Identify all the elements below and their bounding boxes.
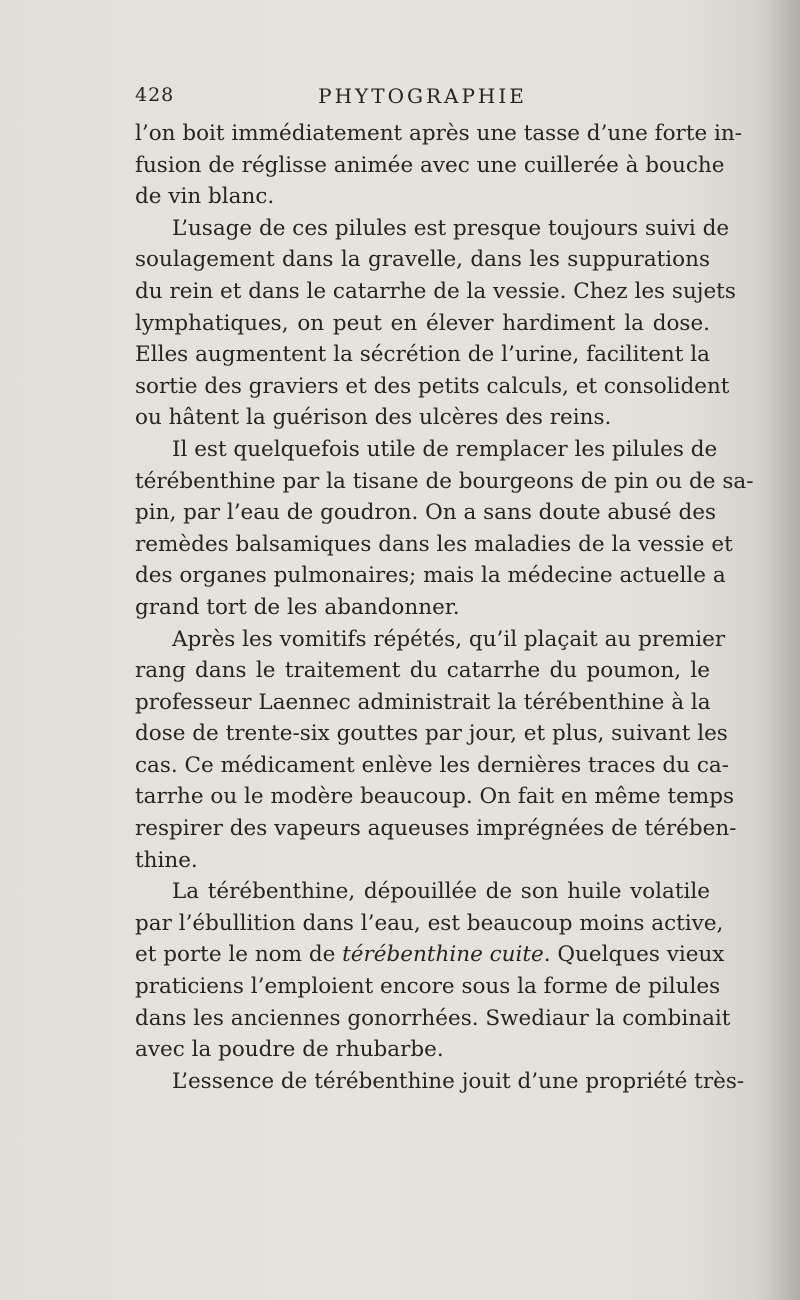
text-line: par l’ébullition dans l’eau, est beaucoup moins active, — [135, 910, 724, 936]
text-line: Elles augmentent la sécrétion de l’urine, facilitent la — [135, 342, 710, 368]
text-line: L’essence de térébenthine jouit d’une propriété très- — [172, 1068, 745, 1094]
text-line: remèdes balsamiques dans les maladies de la vessie et — [135, 531, 733, 557]
text-line: l’on boit immédiatement après une tasse d’une forte in- — [135, 121, 743, 146]
body-text — [135, 118, 754, 1097]
text-line: rang dans le traitement du catarrhe du poumon, le — [135, 658, 710, 684]
text-line: Après les vomitifs répétés, qu’il plaçait au premier — [172, 626, 726, 652]
text-line: sortie des graviers et des petits calculs, et consolident — [135, 373, 730, 399]
text-line: professeur Laennec administrait la térébenthine à la — [135, 689, 711, 715]
text-line: fusion de réglisse animée avec une cuillerée à bouche — [135, 152, 725, 178]
text-line: grand tort de les abandonner. — [135, 594, 460, 620]
page-edge-shadow — [754, 0, 800, 1300]
text-line: de vin blanc. — [135, 184, 275, 210]
text-line: térébenthine par la tisane de bourgeons de pin ou de sa- — [135, 468, 754, 494]
text-line-with-italic — [135, 939, 725, 971]
italic-term: térébenthine cuite — [342, 942, 544, 968]
text-line: dans les anciennes gonorrhées. Swediaur la combinait — [135, 1005, 731, 1031]
text-line: du rein et dans le catarrhe de la vessie. Chez les sujets — [135, 278, 736, 304]
text-line: pin, par l’eau de goudron. On a sans doute abusé des — [135, 500, 716, 526]
text-line: Il est quelquefois utile de remplacer les pilules de — [172, 436, 718, 462]
text-line: La térébenthine, dépouillée de son huile volatile — [172, 879, 710, 905]
text-line: thine. — [135, 847, 198, 873]
text-line: des organes pulmonaires; mais la médecine actuelle a — [135, 563, 726, 589]
text-line: cas. Ce médicament enlève les dernières traces du ca- — [135, 752, 729, 778]
page-header — [135, 84, 710, 114]
text-line: praticiens l’emploient encore sous la forme de pilules — [135, 974, 721, 1000]
text-line: lymphatiques, on peut en élever hardiment la dose. — [135, 310, 710, 336]
text-line: tarrhe ou le modère beaucoup. On fait en même temps — [135, 784, 734, 810]
text-line: L’usage de ces pilules est presque toujours suivi de — [172, 215, 730, 241]
running-head: PHYTOGRAPHIE — [318, 84, 527, 108]
text-line: soulagement dans la gravelle, dans les suppurations — [135, 247, 710, 273]
text-line: ou hâtent la guérison des ulcères des reins. — [135, 405, 612, 431]
text-line: dose de trente-six gouttes par jour, et plus, suivant les — [135, 721, 728, 747]
text-line: respirer des vapeurs aqueuses imprégnées de térében- — [135, 816, 737, 842]
text-fragment: et porte le nom de — [135, 942, 343, 968]
text-line: avec la poudre de rhubarbe. — [135, 1037, 444, 1063]
page-number: 428 — [135, 84, 175, 106]
text-fragment: . Quelques vieux — [543, 942, 725, 968]
